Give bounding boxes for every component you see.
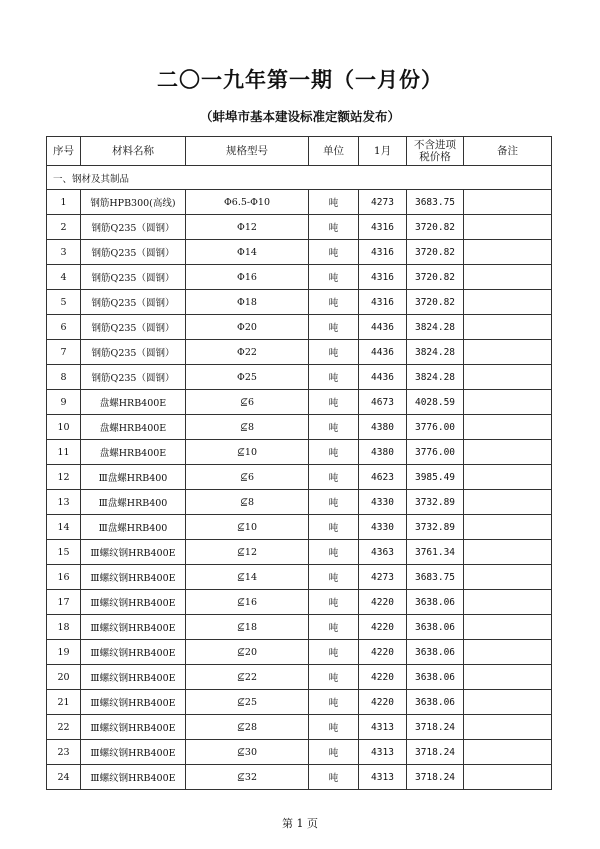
cell-spec: Φ18 bbox=[186, 290, 309, 315]
cell-seq: 14 bbox=[47, 515, 81, 540]
cell-spec: Φ22 bbox=[186, 340, 309, 365]
cell-unit: 吨 bbox=[309, 615, 359, 640]
cell-material-name: 钢筋HPB300(高线) bbox=[81, 190, 186, 215]
cell-unit: 吨 bbox=[309, 215, 359, 240]
cell-seq: 8 bbox=[47, 365, 81, 390]
table-row bbox=[47, 315, 552, 340]
cell-material-name: Ⅲ螺纹钢HRB400E bbox=[81, 615, 186, 640]
cell-material-name: Ⅲ螺纹钢HRB400E bbox=[81, 665, 186, 690]
cell-spec: ⊈18 bbox=[186, 615, 309, 640]
cell-remark bbox=[464, 215, 552, 240]
cell-price-excl-tax: 3732.89 bbox=[407, 515, 464, 540]
cell-material-name: 钢筋Q235（圆钢） bbox=[81, 215, 186, 240]
cell-unit: 吨 bbox=[309, 740, 359, 765]
cell-spec: ⊈25 bbox=[186, 690, 309, 715]
cell-remark bbox=[464, 715, 552, 740]
cell-unit: 吨 bbox=[309, 265, 359, 290]
cell-spec: Φ25 bbox=[186, 365, 309, 390]
cell-price-excl-tax: 3718.24 bbox=[407, 765, 464, 790]
cell-price-excl-tax: 3720.82 bbox=[407, 240, 464, 265]
cell-material-name: 盘螺HRB400E bbox=[81, 390, 186, 415]
header-material-name: 材料名称 bbox=[81, 137, 186, 166]
cell-material-name: 盘螺HRB400E bbox=[81, 440, 186, 465]
cell-seq: 23 bbox=[47, 740, 81, 765]
cell-price-excl-tax: 3824.28 bbox=[407, 340, 464, 365]
cell-january-price: 4380 bbox=[359, 415, 407, 440]
header-remark: 备注 bbox=[464, 137, 552, 166]
cell-price-excl-tax: 4028.59 bbox=[407, 390, 464, 415]
cell-remark bbox=[464, 290, 552, 315]
cell-material-name: Ⅲ螺纹钢HRB400E bbox=[81, 715, 186, 740]
table-row bbox=[47, 440, 552, 465]
cell-remark bbox=[464, 340, 552, 365]
cell-remark bbox=[464, 540, 552, 565]
cell-price-excl-tax: 3824.28 bbox=[407, 315, 464, 340]
cell-seq: 19 bbox=[47, 640, 81, 665]
cell-spec: ⊈30 bbox=[186, 740, 309, 765]
cell-material-name: Ⅲ螺纹钢HRB400E bbox=[81, 590, 186, 615]
cell-seq: 17 bbox=[47, 590, 81, 615]
cell-spec: ⊈6 bbox=[186, 465, 309, 490]
cell-spec: ⊈10 bbox=[186, 440, 309, 465]
cell-unit: 吨 bbox=[309, 690, 359, 715]
cell-unit: 吨 bbox=[309, 440, 359, 465]
cell-seq: 11 bbox=[47, 440, 81, 465]
cell-seq: 22 bbox=[47, 715, 81, 740]
table-row bbox=[47, 765, 552, 790]
cell-material-name: Ⅲ螺纹钢HRB400E bbox=[81, 765, 186, 790]
cell-seq: 1 bbox=[47, 190, 81, 215]
cell-material-name: Ⅲ盘螺HRB400 bbox=[81, 490, 186, 515]
table-row bbox=[47, 265, 552, 290]
cell-price-excl-tax: 3720.82 bbox=[407, 290, 464, 315]
cell-price-excl-tax: 3985.49 bbox=[407, 465, 464, 490]
cell-unit: 吨 bbox=[309, 665, 359, 690]
document-subtitle: （蚌埠市基本建设标准定额站发布） bbox=[199, 109, 400, 124]
cell-remark bbox=[464, 240, 552, 265]
cell-material-name: 钢筋Q235（圆钢） bbox=[81, 265, 186, 290]
section-row bbox=[47, 166, 552, 190]
cell-remark bbox=[464, 365, 552, 390]
cell-january-price: 4220 bbox=[359, 640, 407, 665]
table-row bbox=[47, 590, 552, 615]
table-row bbox=[47, 215, 552, 240]
table-row bbox=[47, 715, 552, 740]
cell-price-excl-tax: 3776.00 bbox=[407, 415, 464, 440]
cell-january-price: 4220 bbox=[359, 690, 407, 715]
cell-january-price: 4330 bbox=[359, 490, 407, 515]
cell-spec: ⊈8 bbox=[186, 415, 309, 440]
cell-remark bbox=[464, 615, 552, 640]
cell-price-excl-tax: 3638.06 bbox=[407, 690, 464, 715]
cell-remark bbox=[464, 565, 552, 590]
cell-remark bbox=[464, 315, 552, 340]
cell-remark bbox=[464, 415, 552, 440]
header-row bbox=[47, 137, 552, 166]
cell-price-excl-tax: 3761.34 bbox=[407, 540, 464, 565]
table-row bbox=[47, 390, 552, 415]
cell-seq: 9 bbox=[47, 390, 81, 415]
cell-spec: ⊈22 bbox=[186, 665, 309, 690]
table-row bbox=[47, 290, 552, 315]
table-row bbox=[47, 565, 552, 590]
cell-price-excl-tax: 3683.75 bbox=[407, 190, 464, 215]
table-row bbox=[47, 240, 552, 265]
cell-unit: 吨 bbox=[309, 640, 359, 665]
cell-remark bbox=[464, 390, 552, 415]
cell-remark bbox=[464, 515, 552, 540]
cell-january-price: 4316 bbox=[359, 290, 407, 315]
cell-seq: 7 bbox=[47, 340, 81, 365]
cell-price-excl-tax: 3720.82 bbox=[407, 215, 464, 240]
cell-remark bbox=[464, 740, 552, 765]
table-row bbox=[47, 415, 552, 440]
cell-price-excl-tax: 3776.00 bbox=[407, 440, 464, 465]
cell-spec: Φ16 bbox=[186, 265, 309, 290]
cell-seq: 24 bbox=[47, 765, 81, 790]
header-january: 1月 bbox=[359, 137, 407, 166]
table-row bbox=[47, 190, 552, 215]
header-price-excl-tax-line2: 税价格 bbox=[419, 151, 451, 163]
cell-price-excl-tax: 3683.75 bbox=[407, 565, 464, 590]
cell-seq: 18 bbox=[47, 615, 81, 640]
cell-remark bbox=[464, 765, 552, 790]
cell-january-price: 4673 bbox=[359, 390, 407, 415]
cell-unit: 吨 bbox=[309, 490, 359, 515]
cell-january-price: 4313 bbox=[359, 715, 407, 740]
cell-january-price: 4220 bbox=[359, 590, 407, 615]
cell-material-name: Ⅲ螺纹钢HRB400E bbox=[81, 740, 186, 765]
cell-unit: 吨 bbox=[309, 465, 359, 490]
cell-spec: ⊈8 bbox=[186, 490, 309, 515]
cell-unit: 吨 bbox=[309, 540, 359, 565]
cell-seq: 4 bbox=[47, 265, 81, 290]
cell-unit: 吨 bbox=[309, 590, 359, 615]
cell-seq: 21 bbox=[47, 690, 81, 715]
cell-spec: ⊈12 bbox=[186, 540, 309, 565]
cell-january-price: 4316 bbox=[359, 240, 407, 265]
cell-remark bbox=[464, 690, 552, 715]
cell-spec: Φ20 bbox=[186, 315, 309, 340]
cell-material-name: 盘螺HRB400E bbox=[81, 415, 186, 440]
cell-january-price: 4623 bbox=[359, 465, 407, 490]
table-row bbox=[47, 465, 552, 490]
header-price-excl-tax bbox=[407, 137, 464, 166]
cell-spec: ⊈16 bbox=[186, 590, 309, 615]
cell-price-excl-tax: 3638.06 bbox=[407, 665, 464, 690]
header-unit: 单位 bbox=[309, 137, 359, 166]
cell-price-excl-tax: 3732.89 bbox=[407, 490, 464, 515]
cell-unit: 吨 bbox=[309, 365, 359, 390]
cell-remark bbox=[464, 465, 552, 490]
page-number: 第 1 页 bbox=[282, 817, 318, 830]
cell-seq: 6 bbox=[47, 315, 81, 340]
cell-material-name: 钢筋Q235（圆钢） bbox=[81, 315, 186, 340]
cell-unit: 吨 bbox=[309, 415, 359, 440]
cell-material-name: Ⅲ螺纹钢HRB400E bbox=[81, 690, 186, 715]
cell-spec: ⊈10 bbox=[186, 515, 309, 540]
cell-seq: 13 bbox=[47, 490, 81, 515]
cell-january-price: 4363 bbox=[359, 540, 407, 565]
cell-january-price: 4316 bbox=[359, 265, 407, 290]
table-row bbox=[47, 690, 552, 715]
cell-january-price: 4380 bbox=[359, 440, 407, 465]
cell-material-name: 钢筋Q235（圆钢） bbox=[81, 340, 186, 365]
cell-january-price: 4436 bbox=[359, 315, 407, 340]
cell-remark bbox=[464, 665, 552, 690]
cell-spec: Φ12 bbox=[186, 215, 309, 240]
cell-spec: ⊈14 bbox=[186, 565, 309, 590]
cell-unit: 吨 bbox=[309, 515, 359, 540]
cell-material-name: 钢筋Q235（圆钢） bbox=[81, 290, 186, 315]
cell-january-price: 4313 bbox=[359, 765, 407, 790]
cell-january-price: 4316 bbox=[359, 215, 407, 240]
cell-unit: 吨 bbox=[309, 315, 359, 340]
cell-price-excl-tax: 3718.24 bbox=[407, 715, 464, 740]
cell-unit: 吨 bbox=[309, 765, 359, 790]
cell-price-excl-tax: 3824.28 bbox=[407, 365, 464, 390]
cell-unit: 吨 bbox=[309, 190, 359, 215]
table-row bbox=[47, 490, 552, 515]
cell-price-excl-tax: 3720.82 bbox=[407, 265, 464, 290]
header-seq: 序号 bbox=[47, 137, 81, 166]
cell-unit: 吨 bbox=[309, 715, 359, 740]
cell-remark bbox=[464, 590, 552, 615]
cell-material-name: Ⅲ螺纹钢HRB400E bbox=[81, 540, 186, 565]
cell-price-excl-tax: 3638.06 bbox=[407, 590, 464, 615]
cell-january-price: 4330 bbox=[359, 515, 407, 540]
header-spec: 规格型号 bbox=[186, 137, 309, 166]
cell-unit: 吨 bbox=[309, 340, 359, 365]
cell-material-name: 钢筋Q235（圆钢） bbox=[81, 365, 186, 390]
header-price-excl-tax-line1: 不含进项 bbox=[414, 139, 456, 151]
table-row bbox=[47, 515, 552, 540]
document-title: 二〇一九年第一期（一月份） bbox=[157, 68, 443, 92]
cell-spec: ⊈20 bbox=[186, 640, 309, 665]
cell-seq: 10 bbox=[47, 415, 81, 440]
cell-january-price: 4436 bbox=[359, 340, 407, 365]
table-row bbox=[47, 365, 552, 390]
cell-spec: Φ6.5-Φ10 bbox=[186, 190, 309, 215]
cell-remark bbox=[464, 265, 552, 290]
table-row bbox=[47, 740, 552, 765]
cell-spec: ⊈6 bbox=[186, 390, 309, 415]
cell-seq: 15 bbox=[47, 540, 81, 565]
cell-january-price: 4273 bbox=[359, 565, 407, 590]
table-row bbox=[47, 540, 552, 565]
cell-remark bbox=[464, 190, 552, 215]
cell-price-excl-tax: 3638.06 bbox=[407, 615, 464, 640]
cell-material-name: Ⅲ螺纹钢HRB400E bbox=[81, 640, 186, 665]
cell-seq: 16 bbox=[47, 565, 81, 590]
cell-seq: 20 bbox=[47, 665, 81, 690]
cell-unit: 吨 bbox=[309, 290, 359, 315]
cell-january-price: 4273 bbox=[359, 190, 407, 215]
cell-january-price: 4313 bbox=[359, 740, 407, 765]
cell-remark bbox=[464, 640, 552, 665]
cell-seq: 12 bbox=[47, 465, 81, 490]
table-row bbox=[47, 615, 552, 640]
table-row bbox=[47, 640, 552, 665]
cell-unit: 吨 bbox=[309, 240, 359, 265]
cell-spec: Φ14 bbox=[186, 240, 309, 265]
cell-price-excl-tax: 3718.24 bbox=[407, 740, 464, 765]
table-row bbox=[47, 340, 552, 365]
cell-unit: 吨 bbox=[309, 565, 359, 590]
cell-material-name: Ⅲ盘螺HRB400 bbox=[81, 515, 186, 540]
cell-material-name: Ⅲ螺纹钢HRB400E bbox=[81, 565, 186, 590]
cell-january-price: 4436 bbox=[359, 365, 407, 390]
cell-seq: 5 bbox=[47, 290, 81, 315]
cell-january-price: 4220 bbox=[359, 665, 407, 690]
cell-seq: 3 bbox=[47, 240, 81, 265]
section-label: 一、钢材及其制品 bbox=[47, 166, 552, 190]
cell-unit: 吨 bbox=[309, 390, 359, 415]
cell-remark bbox=[464, 490, 552, 515]
cell-spec: ⊈28 bbox=[186, 715, 309, 740]
cell-material-name: Ⅲ盘螺HRB400 bbox=[81, 465, 186, 490]
table-row bbox=[47, 665, 552, 690]
cell-seq: 2 bbox=[47, 215, 81, 240]
cell-remark bbox=[464, 440, 552, 465]
cell-spec: ⊈32 bbox=[186, 765, 309, 790]
cell-january-price: 4220 bbox=[359, 615, 407, 640]
cell-material-name: 钢筋Q235（圆钢） bbox=[81, 240, 186, 265]
price-table bbox=[46, 136, 552, 790]
cell-price-excl-tax: 3638.06 bbox=[407, 640, 464, 665]
